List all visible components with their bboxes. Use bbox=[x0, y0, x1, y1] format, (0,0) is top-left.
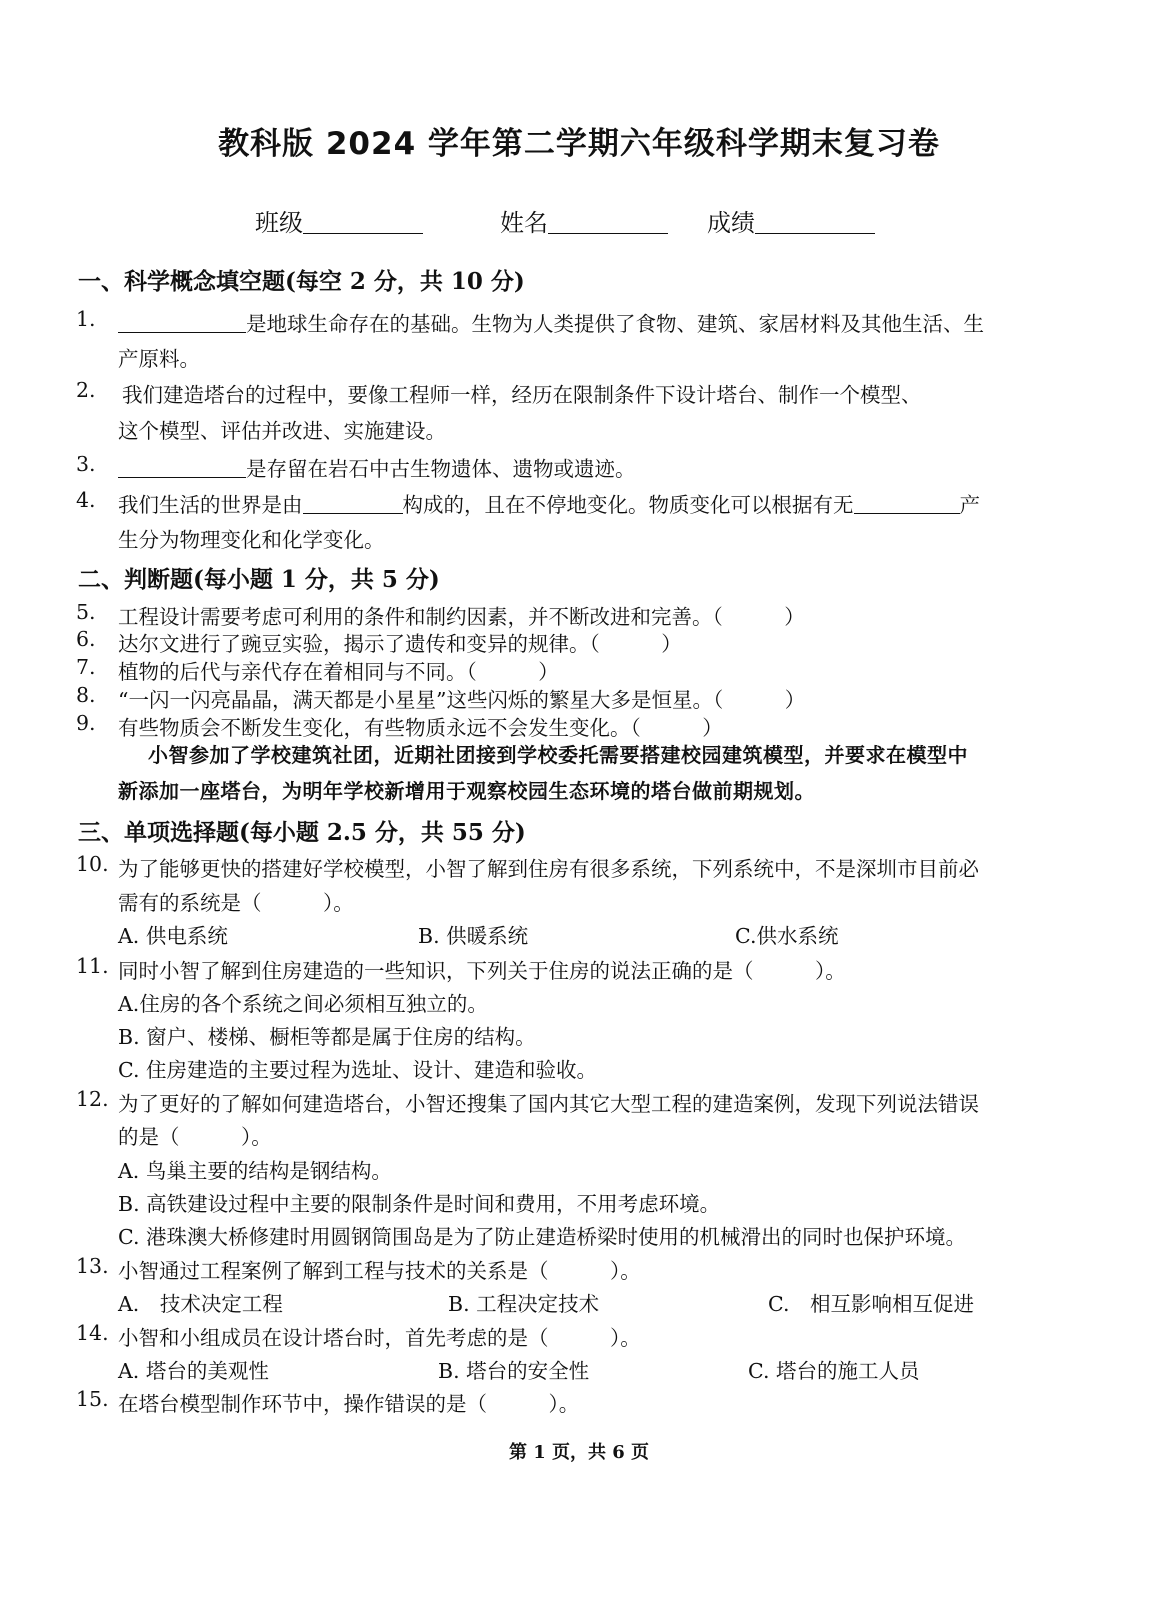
q11-line1: 同时小智了解到住房建造的一些知识，下列关于住房的说法正确的是（ ）。 bbox=[118, 959, 846, 983]
q1-text: 是地球生命存在的基础。生物为人类提供了食物、建筑、家居材料及其他生活、生 bbox=[246, 312, 984, 336]
q13-option-b[interactable]: B. 工程决定技术 bbox=[448, 1292, 600, 1316]
q9-text: 有些物质会不断发生变化，有些物质永远不会发生变化。（ ） bbox=[118, 716, 723, 740]
score-label: 成绩 bbox=[707, 209, 755, 237]
q7-number: 7. bbox=[76, 655, 96, 679]
q12-option-b[interactable]: B. 高铁建设过程中主要的限制条件是时间和费用，不用考虑环境。 bbox=[118, 1192, 721, 1216]
page-footer: 第 1 页，共 6 页 bbox=[508, 1442, 650, 1463]
q8-number: 8. bbox=[76, 683, 96, 707]
q15-line1: 在塔台模型制作环节中，操作错误的是（ ）。 bbox=[118, 1392, 580, 1416]
q1-blank[interactable] bbox=[118, 313, 246, 333]
q13-line1: 小智通过工程案例了解到工程与技术的关系是（ ）。 bbox=[118, 1259, 641, 1283]
q13-option-c[interactable]: C. 相互影响相互促进 bbox=[768, 1292, 974, 1316]
class-field bbox=[255, 203, 423, 238]
q9-number: 9. bbox=[76, 711, 96, 735]
q14-option-b[interactable]: B. 塔台的安全性 bbox=[438, 1359, 590, 1383]
q2-line2: 这个模型、评估并改进、实施建设。 bbox=[118, 419, 446, 443]
name-field bbox=[500, 203, 668, 238]
q15-number: 15. bbox=[76, 1387, 109, 1411]
class-blank[interactable] bbox=[303, 209, 423, 234]
q11-number: 11. bbox=[76, 954, 109, 978]
q7-text: 植物的后代与亲代存在着相同与不同。（ ） bbox=[118, 660, 559, 684]
q5-number: 5. bbox=[76, 600, 96, 624]
story-line-2: 新添加一座塔台，为明年学校新增用于观察校园生态环境的塔台做前期规划。 bbox=[118, 779, 815, 803]
q1-number: 1. bbox=[76, 307, 96, 331]
q1-line2: 产原料。 bbox=[118, 347, 200, 371]
q12-line2: 的是（ ）。 bbox=[118, 1125, 272, 1149]
q11-option-c[interactable]: C. 住房建造的主要过程为选址、设计、建造和验收。 bbox=[118, 1058, 597, 1082]
q11-option-a[interactable]: A.住房的各个系统之间必须相互独立的。 bbox=[118, 992, 488, 1016]
score-field bbox=[707, 203, 875, 238]
q13-number: 13. bbox=[76, 1254, 109, 1278]
name-label: 姓名 bbox=[500, 209, 548, 237]
q5-text: 工程设计需要考虑可利用的条件和制约因素，并不断改进和完善。（ ） bbox=[118, 605, 805, 629]
score-blank[interactable] bbox=[755, 209, 875, 234]
q12-option-a[interactable]: A. 鸟巢主要的结构是钢结构。 bbox=[118, 1159, 392, 1183]
q10-option-a[interactable]: A. 供电系统 bbox=[118, 924, 228, 948]
q4-blank-2[interactable] bbox=[854, 494, 960, 514]
q4-line1 bbox=[118, 488, 980, 518]
q2-number: 2. bbox=[76, 378, 96, 402]
class-label: 班级 bbox=[255, 209, 303, 237]
q11-option-b[interactable]: B. 窗户、楼梯、橱柜等都是属于住房的结构。 bbox=[118, 1025, 536, 1049]
q14-option-a[interactable]: A. 塔台的美观性 bbox=[118, 1359, 269, 1383]
q3-number: 3. bbox=[76, 452, 96, 476]
q6-number: 6. bbox=[76, 627, 96, 651]
q12-line1: 为了更好的了解如何建造塔台，小智还搜集了国内其它大型工程的建造案例，发现下列说法错误 bbox=[118, 1092, 979, 1116]
q6-text: 达尔文进行了豌豆实验，揭示了遗传和变异的规律。（ ） bbox=[118, 632, 682, 656]
q12-number: 12. bbox=[76, 1087, 109, 1111]
q4-number: 4. bbox=[76, 488, 96, 512]
story-line-1: 小智参加了学校建筑社团，近期社团接到学校委托需要搭建校园建筑模型，并要求在模型中 bbox=[148, 743, 968, 767]
q14-option-c[interactable]: C. 塔台的施工人员 bbox=[748, 1359, 920, 1383]
q14-number: 14. bbox=[76, 1321, 109, 1345]
name-blank[interactable] bbox=[548, 209, 668, 234]
q2-line1: 我们建造塔台的过程中，要像工程师一样，经历在限制条件下设计塔台、制作一个模型、 bbox=[122, 383, 922, 407]
q8-text: “一闪一闪亮晶晶，满天都是小星星”这些闪烁的繁星大多是恒星。（ ） bbox=[118, 688, 806, 712]
q10-option-b[interactable]: B. 供暖系统 bbox=[418, 924, 529, 948]
q4-line2: 生分为物理变化和化学变化。 bbox=[118, 528, 385, 552]
section-1-heading: 一、科学概念填空题(每空 2 分，共 10 分) bbox=[78, 268, 525, 295]
q3-text: 是存留在岩石中古生物遗体、遗物或遗迹。 bbox=[246, 457, 636, 481]
section-3-heading: 三、单项选择题(每小题 2.5 分，共 55 分) bbox=[78, 819, 526, 846]
q14-line1: 小智和小组成员在设计塔台时，首先考虑的是（ ）。 bbox=[118, 1326, 641, 1350]
q10-line1: 为了能够更快的搭建好学校模型，小智了解到住房有很多系统，下列系统中，不是深圳市目前必 bbox=[118, 857, 979, 881]
q3-line1 bbox=[118, 452, 636, 482]
page-title: 教科版 2024 学年第二学期六年级科学期末复习卷 bbox=[218, 126, 940, 162]
q12-option-c[interactable]: C. 港珠澳大桥修建时用圆钢筒围岛是为了防止建造桥梁时使用的机械滑出的同时也保护环境。 bbox=[118, 1225, 966, 1249]
section-2-heading: 二、判断题(每小题 1 分，共 5 分) bbox=[78, 566, 440, 593]
q13-option-a[interactable]: A. 技术决定工程 bbox=[118, 1292, 283, 1316]
q10-option-c[interactable]: C.供水系统 bbox=[735, 924, 839, 948]
q4-part1: 我们生活的世界是由 bbox=[118, 493, 303, 517]
q4-part2: 构成的，且在不停地变化。物质变化可以根据有无 bbox=[402, 493, 854, 517]
q4-part3: 产 bbox=[959, 493, 980, 517]
q4-blank-1[interactable] bbox=[303, 494, 403, 514]
q10-line2: 需有的系统是（ ）。 bbox=[118, 891, 354, 915]
q10-number: 10. bbox=[76, 852, 109, 876]
q1-line1 bbox=[118, 307, 984, 337]
q3-blank[interactable] bbox=[118, 458, 246, 478]
